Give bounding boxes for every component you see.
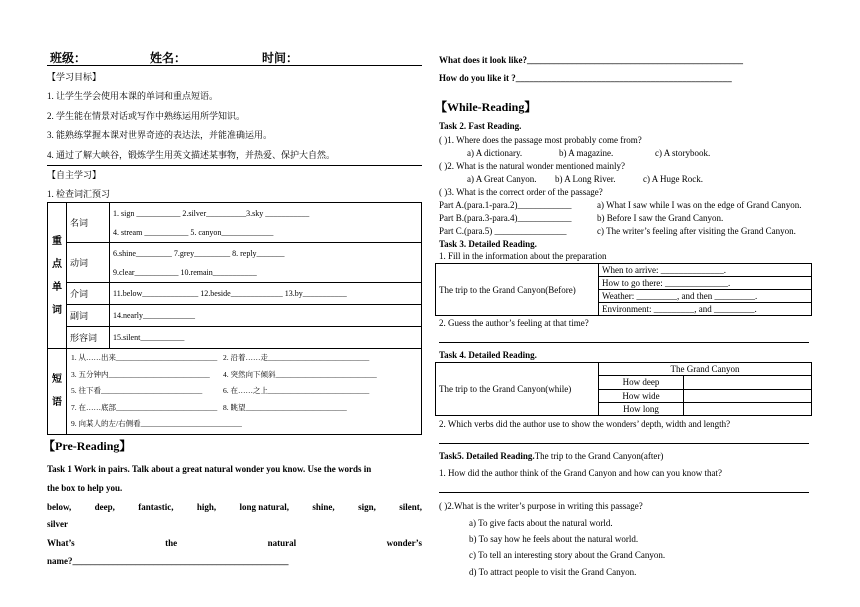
before-row: Weather: _________, and then _________. [599, 290, 812, 303]
question-name: name?________________________________________________ [47, 556, 289, 566]
task2-q1-opt: c) A storybook. [655, 148, 711, 158]
section-rule [47, 165, 422, 166]
name-label: 姓名： [150, 51, 187, 65]
q-look: What does it look like?________________________________________________ [439, 55, 744, 65]
pos-label: 副词 [67, 305, 110, 327]
self-study-item: 1. 检查词汇预习 [47, 189, 111, 199]
task2-q1-opt: a) A dictionary. [467, 148, 523, 158]
canyon-row-label: How deep [599, 376, 684, 389]
pos-label: 形容词 [67, 327, 110, 349]
before-row: When to arrive: ______________. [599, 264, 812, 277]
answer-line [439, 492, 809, 493]
task5-opt: a) To give facts about the natural world. [469, 518, 613, 528]
word-box: below, deep, fantastic, high, long natural, shine, sign, silent, [47, 502, 422, 512]
canyon-cell [684, 376, 812, 389]
phrase-cell: 1. 从……出来___________________________ 2. 沿着……走___________________________ 3. 五分钟内___________________________ 4. 突然向下倾斜___________________________ 5. 往下看___________________________ 6. 在……之上___________________________ 7. 在……底部___________________________ 8. 眺望___________________________ 9. 向某人的左/右侧看___________________________ [67, 349, 422, 435]
header-rule [47, 65, 422, 66]
vocab-cell: 6.shine_________ 7.grey_________ 8. reply_______ 9.clear___________ 10.remain___________ [110, 243, 422, 283]
task5-q2: ( )2.What is the writer’s purpose in writing this passage? [439, 501, 643, 511]
task1-line1: Task 1 Work in pairs. Talk about a great natural wonder you know. Use the words in [47, 464, 372, 474]
pre-reading-title: 【Pre-Reading】 [43, 439, 132, 453]
vocab-side-label: 重 点 单 词 [48, 203, 67, 349]
before-row: How to go there: ______________. [599, 277, 812, 290]
task3-q2: 2. Guess the author’s feeling at that time? [439, 318, 589, 328]
class-label: 班级： [50, 51, 87, 65]
goal-item: 1. 让学生学会使用本课的单词和重点短语。 [47, 91, 219, 101]
task1-line2: the box to help you. [47, 483, 123, 493]
goal-item: 2. 学生能在情景对话或写作中熟练运用所学知识。 [47, 111, 246, 121]
task2-q1-opt: b) A magazine. [559, 148, 614, 158]
pos-label: 介词 [67, 283, 110, 305]
task2-part-opt: a) What I saw while I was on the edge of Grand Canyon. [597, 200, 802, 210]
task2-q3: ( )3. What is the correct order of the passage? [439, 187, 603, 197]
answer-line [439, 342, 809, 343]
canyon-row-label: How long [599, 402, 684, 415]
task2-q2-opt: b) A Long River. [555, 174, 616, 184]
before-label: The trip to the Grand Canyon(Before) [436, 264, 599, 316]
task3-title: Task 3. Detailed Reading. [439, 239, 537, 249]
time-label: 时间： [262, 51, 299, 65]
goals-title: 【学习目标】 [47, 72, 102, 82]
vocab-cell: 14.nearly_____________ [110, 305, 422, 327]
task5-opt: b) To say how he feels about the natural world. [469, 534, 639, 544]
task2-part-opt: b) Before I saw the Grand Canyon. [597, 213, 724, 223]
q-like: How do you like it ?________________________________________________ [439, 73, 732, 83]
while-label: The trip to the Grand Canyon(while) [436, 363, 599, 416]
task3-sub: 1. Fill in the information about the preparation [439, 251, 607, 261]
before-row: Environment: _________, and _________. [599, 303, 812, 316]
canyon-table [435, 362, 812, 416]
task5-title: Task5. Detailed Reading.The trip to the Grand Canyon(after) [439, 451, 664, 461]
goal-item: 3. 能熟练掌握本课对世界奇迹的表达法，并能准确运用。 [47, 130, 273, 140]
goal-item: 4. 通过了解大峡谷，锻炼学生用英文描述某事物，并热爱、保护大自然。 [47, 150, 336, 160]
task5-opt: c) To tell an interesting story about the Grand Canyon. [469, 550, 666, 560]
task4-q2: 2. Which verbs did the author use to show the wonders’ depth, width and length? [439, 419, 731, 429]
self-study-title: 【自主学习】 [47, 170, 102, 180]
canyon-row-label: How wide [599, 389, 684, 402]
answer-line [439, 443, 809, 444]
task4-title: Task 4. Detailed Reading. [439, 350, 537, 360]
canyon-header: The Grand Canyon [599, 363, 812, 376]
task2-part: Part A.(para.1-para.2)____________ [439, 200, 572, 210]
task5-opt: d) To attract people to visit the Grand Canyon. [469, 567, 637, 577]
task2-q2-opt: a) A Great Canyon. [467, 174, 537, 184]
vocab-cell: 11.below______________ 12.beside_____________ 13.by___________ [110, 283, 422, 305]
task2-title: Task 2. Fast Reading. [439, 121, 522, 131]
while-reading-title: 【While-Reading】 [435, 100, 537, 114]
task2-q2-opt: c) A Huge Rock. [643, 174, 703, 184]
task2-q2: ( )2. What is the natural wonder mentioned mainly? [439, 161, 626, 171]
task2-q1: ( )1. Where does the passage most probably come from? [439, 135, 642, 145]
vocab-table [47, 202, 422, 349]
task5-q1: 1. How did the author think of the Grand Canyon and how can you know that? [439, 468, 722, 478]
canyon-cell [684, 389, 812, 402]
pos-label: 动词 [67, 243, 110, 283]
word-box-last: silver [47, 519, 68, 529]
task2-part: Part C.(para.5) ________________ [439, 226, 567, 236]
vocab-cell: 1. sign ___________ 2.silver__________3.sky ___________ 4. stream ___________ 5. canyon_____________ [110, 203, 422, 243]
task2-part-opt: c) The writer’s feeling after visiting the Grand Canyon. [597, 226, 796, 236]
canyon-cell [684, 402, 812, 415]
phrase-side-label: 短 语 [48, 349, 67, 435]
phrase-table [47, 348, 422, 435]
before-table [435, 263, 812, 316]
pos-label: 名词 [67, 203, 110, 243]
task2-part: Part B.(para.3-para.4)____________ [439, 213, 572, 223]
vocab-cell: 15.silent___________ [110, 327, 422, 349]
question-line: What’s the natural wonder’s [47, 538, 422, 548]
